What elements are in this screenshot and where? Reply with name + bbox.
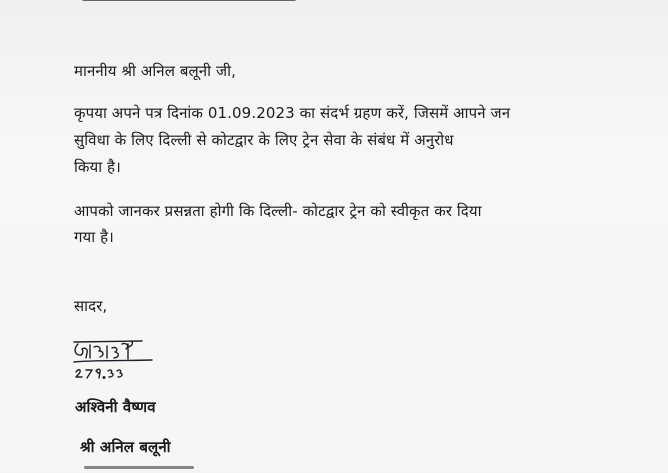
cropped-footer-text	[84, 463, 224, 473]
salutation: माननीय श्री अनिल बलूनी जी,	[74, 62, 236, 80]
closing-text: सादर,	[74, 297, 108, 315]
cropped-header-text	[82, 0, 312, 7]
paragraph-1-line-2: सुविधा के लिए दिल्ली से कोटद्वार के लिए ट्रेन सेवा के संबंध में अनुरोध	[74, 131, 454, 149]
signer-name: अश्विनी वैष्णव	[75, 398, 156, 416]
handwritten-signature	[70, 338, 160, 388]
paragraph-2-line-1: आपको जानकर प्रसन्नता होगी कि दिल्ली- कोटद्वार ट्रेन को स्वीकृत कर दिया	[74, 202, 482, 220]
paragraph-1-line-3: किया है।	[74, 158, 121, 176]
paragraph-2-line-2: गया है।	[74, 228, 114, 246]
paragraph-1-line-1: कृपया अपने पत्र दिनांक 01.09.2023 का संदर्भ ग्रहण करें, जिसमें आपने जन	[74, 104, 511, 122]
recipient-name: श्री अनिल बलूनी	[80, 438, 171, 456]
